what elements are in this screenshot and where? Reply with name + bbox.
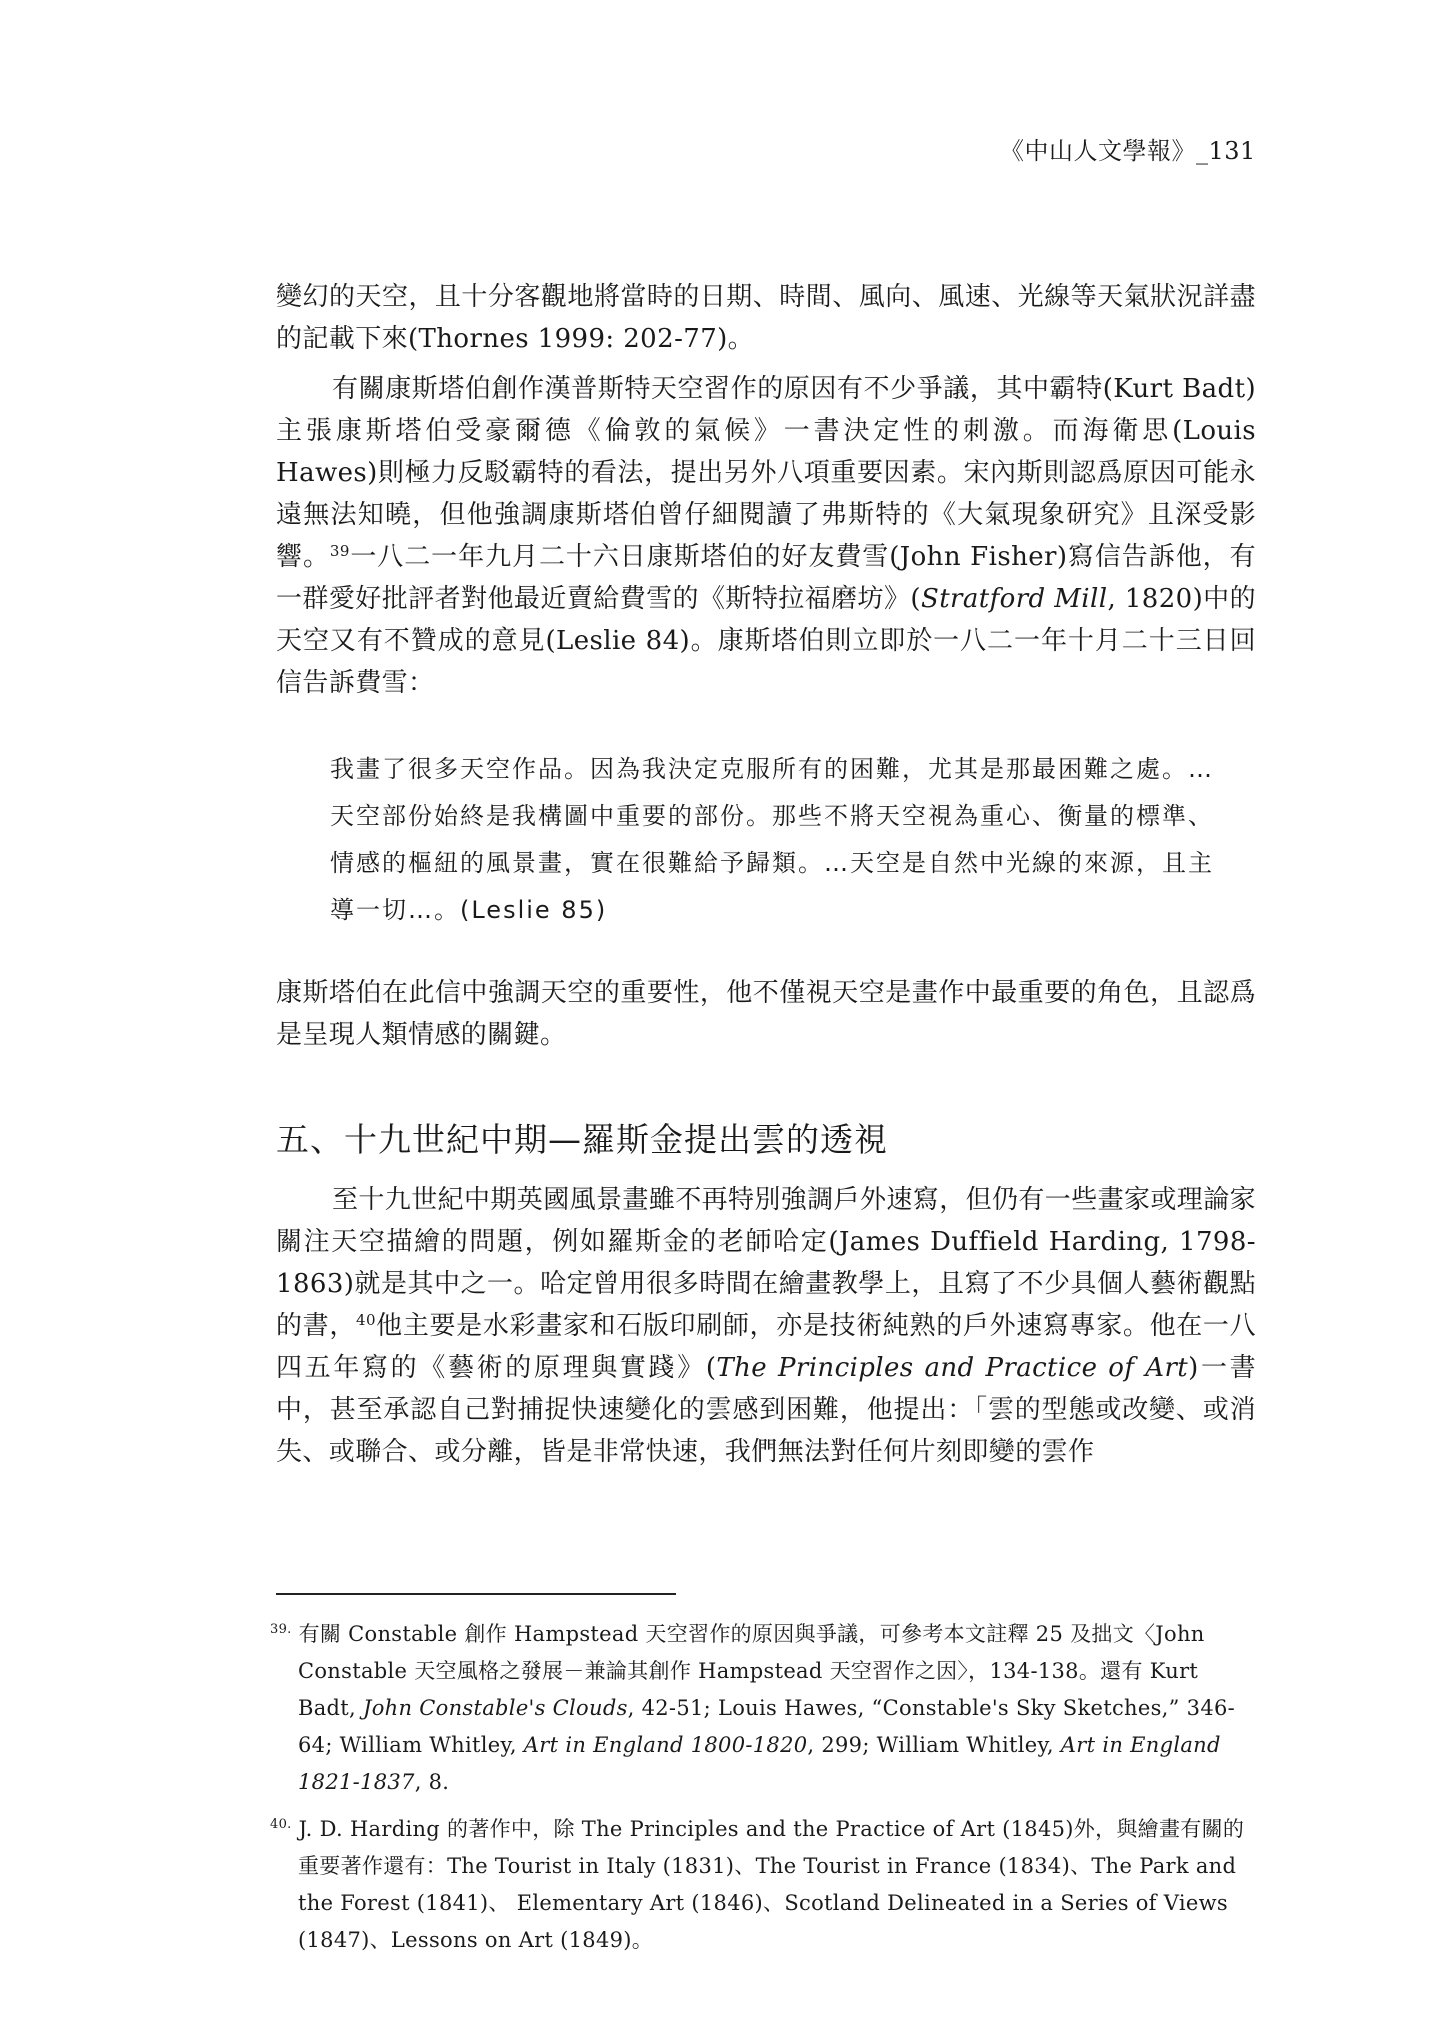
main-text xyxy=(276,276,1256,1481)
paragraph-4 xyxy=(276,1179,1256,1473)
footnotes xyxy=(270,1616,1260,1969)
paragraph-2-text-a: 有關康斯塔伯創作漢普斯特天空習作的原因有不少爭議，其中霸特(Kurt Badt)主張康斯塔伯受豪爾德《倫敦的氣候》一書決定性的刺激。而海衛思(Louis Hawes)則極力反駁霸特的看法，提出另外八項重要因素。宋內斯則認爲原因可能永遠無法知曉，但他強調康斯塔伯曾仔細閱讀了弗斯特的《大氣現象研究》且深受影響。 xyxy=(276,374,1256,572)
paragraph-2-text-b: 一八二一年九月二十六日康斯塔伯的好友費雪(John Fisher)寫信告訴他，有一群愛好批評者對他最近賣給費雪的《斯特拉福磨坊》( xyxy=(276,542,1256,614)
paragraph-3: 康斯塔伯在此信中強調天空的重要性，他不僅視天空是畫作中最重要的角色，且認爲是呈現人類情感的關鍵。 xyxy=(276,978,1256,1050)
footnote-40-number: 40. xyxy=(270,1817,292,1832)
footnote-39-italic-3: Art in England 1821-1837 xyxy=(298,1733,1221,1794)
running-header xyxy=(1000,131,1280,166)
paragraph-4-italic-title: The Principles and Practice of Art xyxy=(716,1353,1189,1383)
footnote-40-text: J. D. Harding 的著作中，除 The Principles and the Practice of Art (1845)外，與繪畫有關的重要著作還有：The Tourist in Italy (1831)、The Tourist in France (1834)、The Park and the Forest (1841)、 Elementary Art (1846)、Scotland Delineated in a Series of Views (1847)、Lessons on Art (1849)。 xyxy=(298,1817,1245,1952)
page-number: _131 xyxy=(1196,137,1256,165)
paragraph-2-italic-title: Stratford Mill xyxy=(920,584,1108,614)
footnote-39-text-a: 有關 Constable 創作 Hampstead 天空習作的原因與爭議，可參考本文註釋 25 及拙文〈John Constable 天空風格之發展－兼論其創作 Hampstead 天空習作之因〉，134-138。還有 Kurt Badt, xyxy=(298,1622,1205,1720)
footnote-divider xyxy=(276,1593,676,1595)
footnote-39-italic-1: John Constable's Clouds xyxy=(363,1696,628,1720)
footnote-39-text-d: , 8. xyxy=(414,1770,450,1794)
footnote-39-text-b: , 42-51; Louis Hawes, “Constable's Sky Sketches,” 346-64; William Whitley, xyxy=(298,1696,1236,1757)
paragraph-4-text-c: )一書中，甚至承認自己對捕捉快速變化的雲感到困難，他提出：「雲的型態或改變、或消失、或聯合、或分離，皆是非常快速，我們無法對任何片刻即變的雲作 xyxy=(276,1353,1256,1467)
paragraph-2-text-c: , 1820)中的天空又有不贊成的意見(Leslie 84)。康斯塔伯則立即於一八二一年十月二十三日回信告訴費雪： xyxy=(276,584,1256,698)
footnote-39-number: 39. xyxy=(270,1622,292,1637)
footnote-39-italic-2: Art in England 1800-1820 xyxy=(523,1733,808,1757)
paragraph-2 xyxy=(276,368,1256,704)
paragraph-4-text-a: 至十九世紀中期英國風景畫雖不再特別強調戶外速寫，但仍有一些畫家或理論家關注天空描繪的問題，例如羅斯金的老師哈定(James Duffield Harding, 1798-1863)就是其中之一。哈定曾用很多時間在繪畫教學上，且寫了不少具個人藝術觀點的書， xyxy=(276,1185,1257,1341)
section-heading: 五、十九世紀中期—羅斯金提出雲的透視 xyxy=(276,1120,888,1159)
paragraph-1: 變幻的天空，且十分客觀地將當時的日期、時間、風向、風速、光線等天氣狀況詳盡的記載下來(Thornes 1999: 202-77)。 xyxy=(276,282,1256,354)
footnote-ref-40: 40 xyxy=(356,1311,376,1329)
journal-title: 《中山人文學報》 xyxy=(1000,137,1196,165)
paragraph-4-text-b: 他主要是水彩畫家和石版印刷師，亦是技術純熟的戶外速寫專家。他在一八四五年寫的《藝術的原理與實踐》( xyxy=(276,1311,1257,1383)
footnote-ref-39: 39 xyxy=(329,542,350,560)
footnote-40 xyxy=(270,1811,1260,1959)
footnote-39-text-c: , 299; William Whitley, xyxy=(807,1733,1061,1757)
footnote-39 xyxy=(270,1616,1260,1801)
block-quote: 我畫了很多天空作品。因為我決定克服所有的困難，尤其是那最困難之處。…天空部份始終是我構圖中重要的部份。那些不將天空視為重心、衡量的標準、情感的樞紐的風景畫，實在很難給予歸類。…天空是自然中光線的來源，且主導一切…。(Leslie 85) xyxy=(330,755,1214,924)
